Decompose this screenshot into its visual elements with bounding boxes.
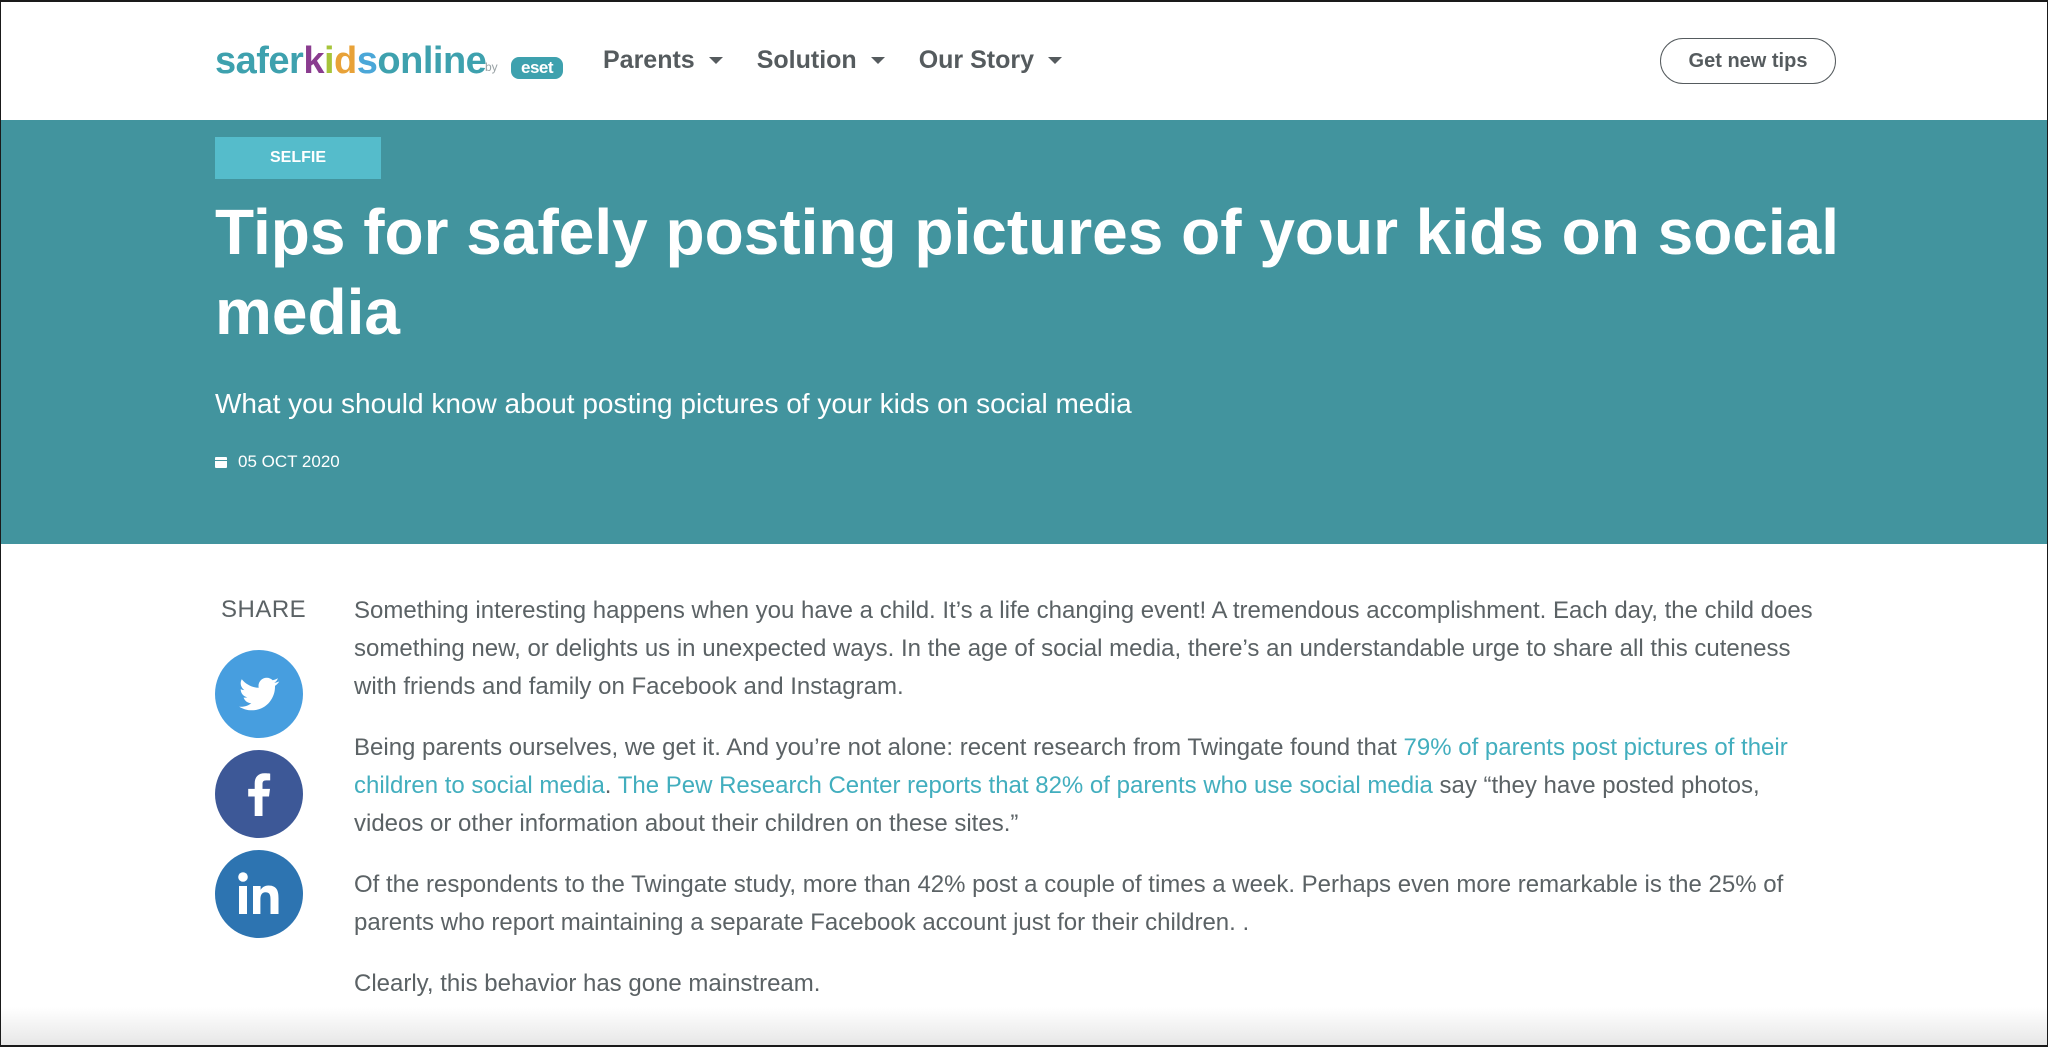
logo-letter-k: k [303, 40, 324, 82]
chevron-down-icon [871, 57, 885, 64]
site-header [1, 2, 2047, 120]
publish-date [215, 452, 340, 472]
twingate-research-link[interactable]: 79% of parents post pictures of their children to social media [354, 734, 1788, 799]
browser-viewport [1, 2, 2047, 1045]
share-label: SHARE [221, 596, 307, 623]
logo-letter-i: i [323, 40, 335, 82]
facebook-icon [215, 750, 303, 838]
paragraph: Of the respondents to the Twingate study, more than 42% post a couple of times a week. Perhaps even more remarkable is the 25% of parents who report maintaining a separate Facebook account just for their children. . [354, 871, 1784, 936]
publish-date-text: 05 OCT 2020 [238, 452, 340, 471]
share-twitter-button[interactable] [215, 650, 303, 738]
twitter-icon [215, 650, 303, 738]
nav-item-solution[interactable] [757, 46, 885, 75]
paragraph: Something interesting happens when you have a child. It’s a life changing event! A tremendous accomplishment. Each day, the child does something new, or delights us in unexpected ways. In the age of social media, there’s an understandable urge to share all this cuteness with friends and family on Facebook and Instagram. [354, 597, 1813, 700]
article-body [354, 592, 1834, 1026]
logo-letter-d: d [334, 40, 357, 82]
nav-item-our-story[interactable] [919, 46, 1062, 75]
paragraph [354, 729, 1834, 843]
nav-item-label: Parents [603, 46, 695, 74]
article-hero [1, 120, 2047, 544]
logo-letter-s: s [356, 40, 378, 82]
page-subtitle: What you should know about posting pictures of your kids on social media [215, 388, 1132, 419]
get-new-tips-button[interactable]: Get new tips [1660, 38, 1836, 84]
paragraph-text: Being parents ourselves, we get it. And you’re not alone: recent research from Twingate found that [354, 734, 1404, 761]
logo-text-online: online [377, 40, 487, 82]
paragraph-text: . [604, 772, 618, 799]
linkedin-icon [215, 850, 303, 938]
logo-text-safer: safer [215, 40, 304, 82]
nav-item-label: Solution [756, 46, 857, 74]
saferkidsonline-logo[interactable] [215, 40, 486, 88]
paragraph: Clearly, this behavior has gone mainstream. [354, 970, 821, 997]
nav-item-label: Our Story [918, 46, 1034, 74]
chevron-down-icon [709, 57, 723, 64]
calendar-icon [215, 457, 227, 468]
main-nav [603, 46, 1062, 75]
nav-item-parents[interactable] [603, 46, 723, 75]
pew-research-link[interactable]: The Pew Research Center reports that 82% of parents who use social media [617, 772, 1433, 799]
paragraph-text: say “they have posted photos, videos or other information about their children on these sites.” [354, 772, 1760, 837]
logo-by-text: by [485, 60, 498, 74]
category-tag[interactable]: SELFIE [215, 137, 381, 179]
eset-logo: eset [511, 57, 563, 79]
share-facebook-button[interactable] [215, 750, 303, 838]
page-title: Tips for safely posting pictures of your kids on social media [215, 196, 1840, 348]
share-linkedin-button[interactable] [215, 850, 303, 938]
scroll-fade [1, 1007, 2047, 1045]
chevron-down-icon [1048, 57, 1062, 64]
